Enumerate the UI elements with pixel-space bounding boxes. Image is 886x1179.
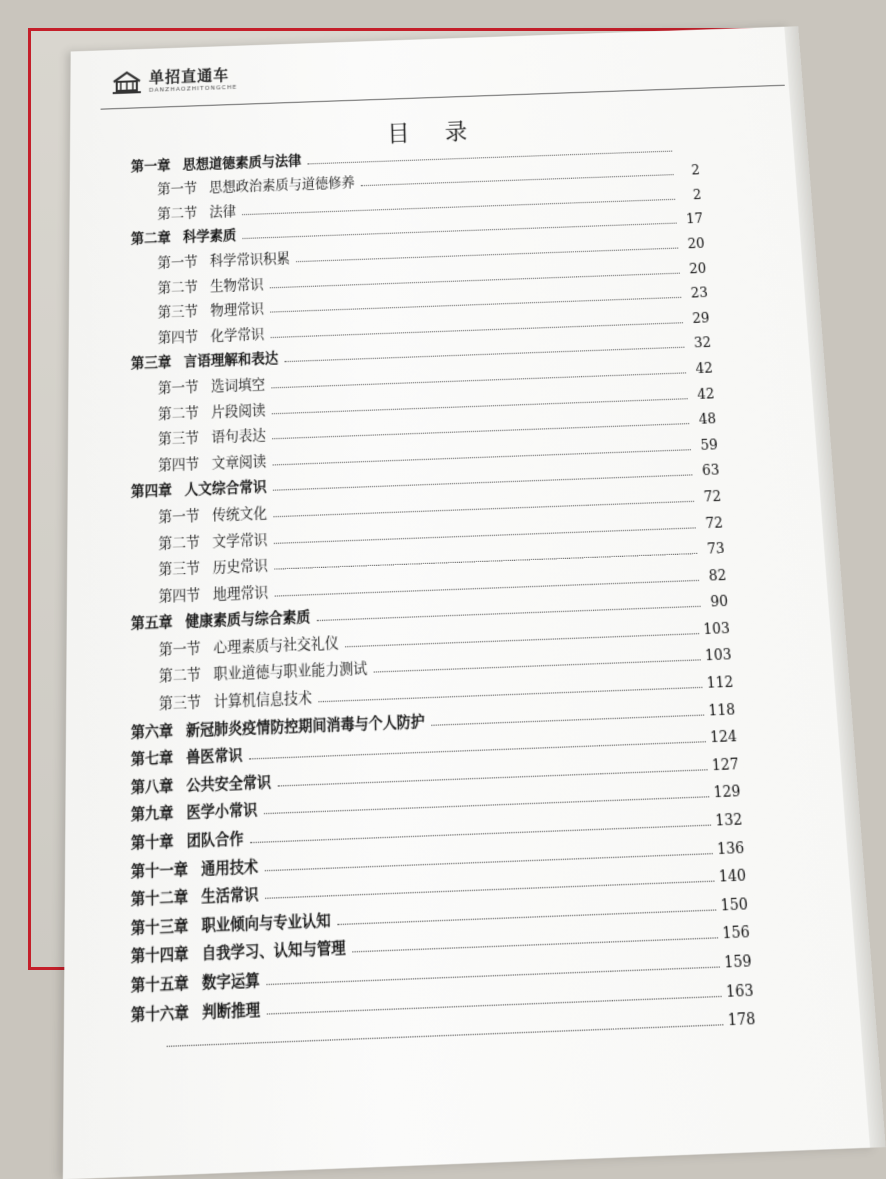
- toc-number: 第二节: [158, 275, 198, 296]
- toc-label: 传统文化: [212, 501, 267, 524]
- bus-logo-icon: [111, 69, 143, 96]
- toc-label: 历史常识: [213, 553, 268, 576]
- toc-page-number: 150: [720, 896, 748, 915]
- toc-number: 第十六章: [131, 999, 189, 1025]
- toc-number: 第十章: [131, 828, 174, 852]
- toc-page-number: 72: [697, 489, 721, 506]
- table-of-contents: [131, 130, 756, 1053]
- toc-page-number: 163: [725, 982, 754, 1001]
- photo-frame: [28, 28, 762, 970]
- toc-page-number: 136: [716, 840, 744, 859]
- toc-label: 生物常识: [210, 272, 264, 294]
- toc-label: 文学常识: [212, 527, 267, 550]
- toc-page-number: 159: [724, 953, 753, 972]
- toc-number: 第一节: [159, 636, 201, 659]
- toc-page-number: 103: [703, 620, 731, 638]
- toc-label: 通用技术: [201, 853, 258, 878]
- logo-name: 单招直通车: [149, 67, 237, 85]
- logo-subtitle: DANZHAOZHITONGCHE: [149, 84, 237, 93]
- toc-label: 科学常识积累: [210, 247, 290, 270]
- toc-page-number: 59: [694, 437, 718, 454]
- toc-number: 第一章: [131, 154, 171, 175]
- toc-label: 判断推理: [202, 996, 260, 1022]
- toc-number: 第一节: [157, 250, 197, 271]
- toc-page-number: 42: [691, 386, 715, 403]
- toc-number: 第六章: [131, 718, 173, 742]
- toc-label: 思想政治素质与道德修养: [209, 171, 355, 196]
- toc-number: 第三节: [158, 300, 198, 322]
- book-page: [63, 27, 877, 1179]
- toc-label: 团队合作: [187, 826, 244, 851]
- toc-label: 人文综合常识: [185, 475, 267, 499]
- toc-label: 公共安全常识: [186, 769, 271, 795]
- toc-number: 第十二章: [131, 884, 188, 909]
- toc-page-number: 132: [715, 812, 743, 831]
- toc-page-number: 127: [711, 756, 739, 775]
- toc-number: 第三节: [158, 426, 199, 448]
- toc-label: 职业道德与职业能力测试: [214, 656, 368, 683]
- toc-label: 物理常识: [210, 297, 264, 319]
- toc-page-number: 23: [685, 286, 709, 303]
- toc-label: 职业倾向与专业认知: [201, 907, 330, 935]
- toc-number: 第四节: [158, 451, 199, 473]
- toc-label: 兽医常识: [186, 743, 243, 767]
- toc-label: 法律: [209, 200, 236, 221]
- toc-page-number: 103: [704, 647, 732, 665]
- toc-number: 第十五章: [131, 970, 189, 996]
- toc-number: 第二节: [157, 201, 197, 222]
- toc-label: 地理常识: [213, 580, 269, 603]
- toc-label: 心理素质与社交礼仪: [213, 630, 339, 656]
- toc-page-number: 124: [710, 729, 738, 747]
- toc-page-number: 72: [699, 515, 723, 532]
- toc-number: 第八章: [131, 773, 173, 797]
- toc-page-number: 42: [689, 361, 713, 378]
- toc-page-number: 20: [683, 261, 707, 278]
- toc-page-number: 178: [727, 1011, 756, 1031]
- page-title: 目 录: [70, 103, 799, 160]
- page-stack-edge: [784, 26, 886, 1147]
- toc-number: 第二节: [158, 529, 199, 552]
- toc-page-number: 73: [701, 541, 725, 559]
- toc-number: 第一节: [158, 375, 199, 397]
- toc-page-number: 140: [718, 868, 746, 887]
- toc-label: 思想道德素质与法律: [183, 149, 302, 173]
- toc-number: 第一节: [158, 503, 199, 526]
- toc-label: 科学素质: [183, 224, 236, 246]
- toc-number: 第三节: [158, 556, 200, 579]
- toc-number: 第七章: [131, 745, 173, 769]
- toc-label: 数字运算: [202, 967, 260, 992]
- toc-number: 第二节: [159, 662, 201, 685]
- toc-label: 文章阅读: [212, 449, 267, 472]
- toc-number: 第二节: [158, 400, 199, 422]
- toc-number: 第四章: [131, 478, 172, 500]
- toc-number: 第十四章: [131, 941, 189, 966]
- publisher-logo: [111, 66, 238, 97]
- toc-label: 计算机信息技术: [214, 685, 312, 711]
- toc-label: 片段阅读: [211, 398, 266, 421]
- toc-page-number: 32: [688, 335, 712, 352]
- toc-page-number: 156: [722, 924, 751, 943]
- toc-number: 第二章: [131, 226, 171, 247]
- toc-label: 生活常识: [201, 881, 258, 906]
- toc-number: 第十一章: [131, 856, 188, 881]
- toc-page-number: 20: [682, 236, 705, 252]
- toc-page-number: 2: [679, 187, 702, 203]
- toc-number: 第四节: [158, 324, 198, 346]
- toc-label: 语句表达: [211, 423, 266, 446]
- toc-page-number: 2: [677, 163, 700, 179]
- toc-label: 健康素质与综合素质: [185, 605, 310, 631]
- toc-number: 第五章: [131, 610, 173, 633]
- toc-number: 第四节: [159, 582, 201, 605]
- toc-number: 第十三章: [131, 912, 188, 937]
- toc-page-number: 48: [693, 411, 717, 428]
- toc-page-number: 129: [713, 784, 741, 803]
- toc-page-number: 63: [696, 463, 720, 480]
- toc-label: 化学常识: [210, 322, 264, 344]
- toc-number: 第一节: [157, 177, 197, 198]
- toc-page-number: 118: [708, 701, 736, 719]
- toc-label: 言语理解和表达: [184, 347, 279, 371]
- toc-number: 第九章: [131, 800, 174, 824]
- toc-number: 第三节: [159, 689, 201, 712]
- toc-label: 医学小常识: [186, 797, 257, 822]
- toc-page-number: 17: [680, 212, 703, 228]
- toc-leader-dots: [167, 1024, 724, 1047]
- toc-page-number: 90: [704, 594, 728, 612]
- toc-page-number: 29: [686, 310, 710, 327]
- toc-label: 自我学习、认知与管理: [202, 935, 346, 964]
- toc-number: 第三章: [131, 351, 172, 373]
- toc-label: 新冠肺炎疫情防控期间消毒与个人防护: [186, 708, 425, 739]
- toc-page-number: 112: [706, 674, 734, 692]
- toc-page-number: 82: [702, 567, 726, 585]
- toc-label: 选词填空: [211, 372, 265, 394]
